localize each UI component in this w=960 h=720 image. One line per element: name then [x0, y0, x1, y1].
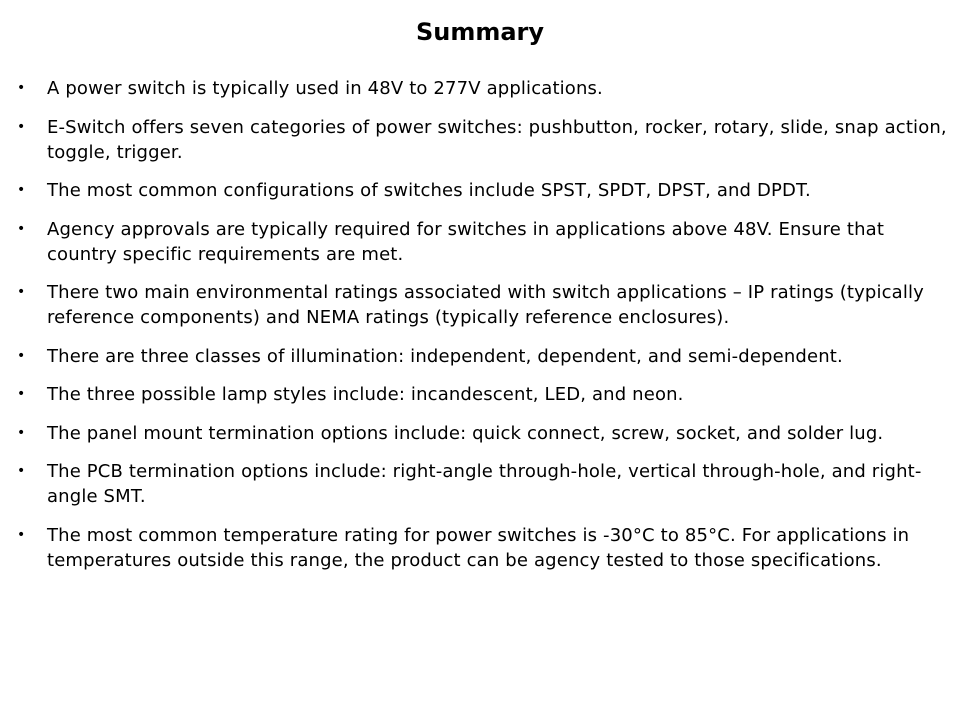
- bullet-icon: •: [17, 80, 26, 96]
- bullet-text: The panel mount termination options include: quick connect, screw, socket, and solder lug.: [47, 422, 884, 444]
- bullet-item: [0, 217, 960, 267]
- bullet-item: [0, 382, 960, 407]
- bullet-icon: •: [17, 220, 26, 237]
- bullet-text: There are three classes of illumination: independent, dependent, and semi-dependent.: [47, 345, 843, 367]
- bullet-icon: •: [17, 526, 26, 543]
- bullet-text: E-Switch offers seven categories of power switches: pushbutton, rocker, rotary, slide, snap action, toggle, trigger.: [47, 116, 947, 163]
- bullet-icon: •: [17, 118, 26, 135]
- bullet-icon: •: [17, 284, 26, 300]
- bullet-item: [0, 344, 960, 369]
- bullet-item: [0, 115, 960, 165]
- bullet-text: There two main environmental ratings associated with switch applications – IP ratings (typically reference components) and NEMA ratings (typically reference enclosures).: [47, 282, 924, 328]
- bullet-icon: •: [17, 424, 26, 441]
- bullet-list: [0, 76, 960, 586]
- bullet-item: [0, 421, 960, 446]
- bullet-text: The PCB termination options include: right-angle through-hole, vertical through-hole, and right-angle SMT.: [47, 461, 922, 507]
- bullet-icon: •: [17, 463, 26, 479]
- bullet-text: Agency approvals are typically required for switches in applications above 48V. Ensure that country specific requirements are met.: [47, 218, 885, 265]
- bullet-icon: •: [17, 347, 26, 364]
- bullet-text: The three possible lamp styles include: incandescent, LED, and neon.: [47, 384, 684, 405]
- bullet-item: [0, 178, 960, 203]
- bullet-item: [0, 76, 960, 101]
- bullet-item: [0, 459, 960, 509]
- bullet-icon: •: [17, 386, 26, 402]
- bullet-text: The most common temperature rating for power switches is -30°C to 85°C. For applications in temperatures outside this range, the product can be agency tested to those specifications.: [47, 524, 910, 571]
- bullet-text: A power switch is typically used in 48V to 277V applications.: [47, 78, 603, 99]
- bullet-text: The most common configurations of switches include SPST, SPDT, DPST, and DPDT.: [47, 180, 811, 201]
- slide-title: Summary: [415, 18, 545, 46]
- bullet-item: [0, 523, 960, 573]
- bullet-icon: •: [17, 182, 26, 198]
- bullet-item: [0, 280, 960, 330]
